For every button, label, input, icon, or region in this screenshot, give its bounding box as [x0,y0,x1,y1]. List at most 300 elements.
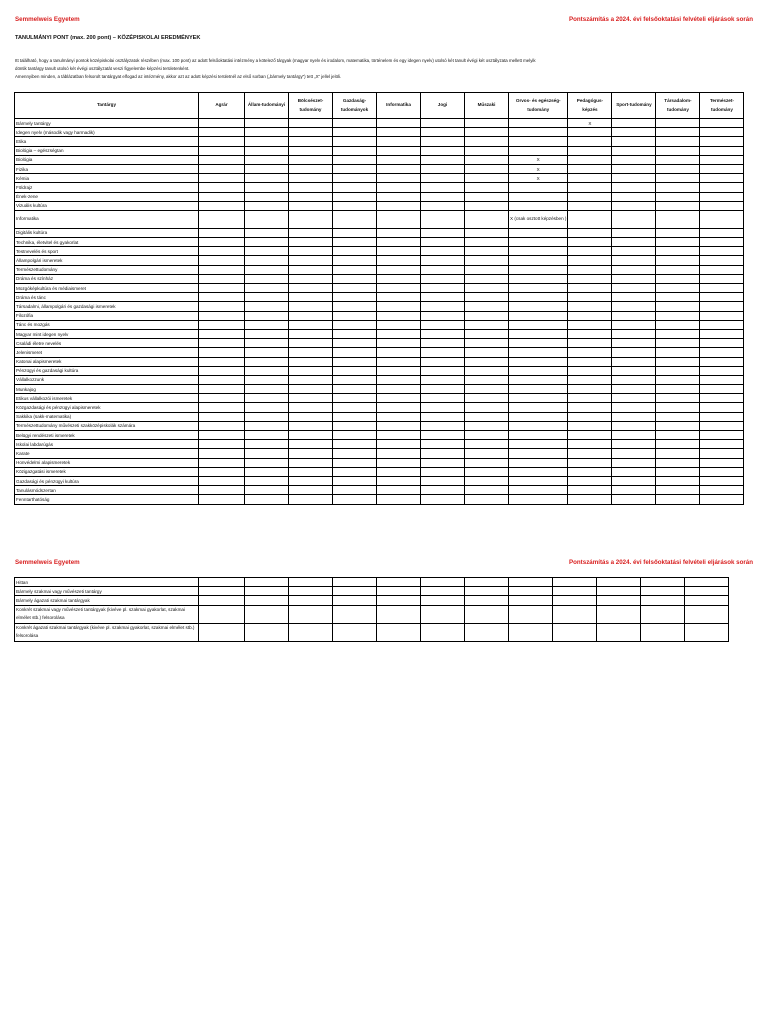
acceptance-mark [612,467,656,476]
acceptance-mark [421,587,465,596]
acceptance-mark: X [509,164,568,173]
acceptance-mark [289,412,333,421]
acceptance-mark [289,449,333,458]
acceptance-mark [245,495,289,504]
acceptance-mark [421,302,465,311]
acceptance-mark [377,412,421,421]
acceptance-mark [656,228,700,237]
acceptance-mark [333,274,377,283]
acceptance-mark [465,293,509,302]
column-header-field: Természet-tudomány [700,93,744,119]
acceptance-mark [289,293,333,302]
acceptance-mark [656,183,700,192]
acceptance-mark [568,238,612,247]
acceptance-mark [568,329,612,338]
acceptance-mark [377,183,421,192]
acceptance-mark [245,265,289,274]
acceptance-mark [597,596,641,605]
acceptance-mark [421,284,465,293]
acceptance-mark [377,228,421,237]
acceptance-mark [465,256,509,265]
acceptance-mark [289,274,333,283]
acceptance-mark [465,403,509,412]
acceptance-mark [377,431,421,440]
table-row [15,623,729,641]
acceptance-mark [509,440,568,449]
subject-name: Vizuális kultúra [15,201,199,210]
acceptance-mark [700,375,744,384]
acceptance-mark [421,320,465,329]
column-header-field: Társadalom-tudomány [656,93,700,119]
acceptance-mark [289,421,333,430]
acceptance-mark [685,623,729,641]
acceptance-mark [289,339,333,348]
acceptance-mark [421,201,465,210]
acceptance-mark [465,366,509,375]
acceptance-mark [377,357,421,366]
acceptance-mark [377,302,421,311]
acceptance-mark [289,119,333,128]
acceptance-mark [568,274,612,283]
acceptance-mark [199,284,245,293]
table-row [15,137,744,146]
acceptance-mark [245,440,289,449]
acceptance-mark [199,605,245,623]
acceptance-mark [612,183,656,192]
acceptance-mark [377,385,421,394]
acceptance-mark [612,357,656,366]
acceptance-mark [553,578,597,587]
acceptance-mark [421,293,465,302]
acceptance-mark [377,320,421,329]
acceptance-mark [333,486,377,495]
acceptance-mark [465,458,509,467]
acceptance-mark [333,265,377,274]
acceptance-mark [612,394,656,403]
acceptance-mark [421,311,465,320]
acceptance-mark [465,596,509,605]
acceptance-mark [199,495,245,504]
acceptance-mark [333,587,377,596]
acceptance-mark [656,247,700,256]
acceptance-mark [465,284,509,293]
acceptance-mark [568,302,612,311]
acceptance-mark [700,348,744,357]
acceptance-mark [421,605,465,623]
acceptance-mark [377,274,421,283]
table-row [15,348,744,357]
acceptance-mark [612,311,656,320]
acceptance-mark [509,284,568,293]
acceptance-mark [245,329,289,338]
acceptance-mark [553,596,597,605]
acceptance-mark [568,348,612,357]
acceptance-mark [465,385,509,394]
acceptance-mark [245,119,289,128]
acceptance-mark [509,320,568,329]
acceptance-mark [421,238,465,247]
acceptance-mark [421,495,465,504]
acceptance-mark [245,238,289,247]
acceptance-mark [568,394,612,403]
acceptance-mark [597,578,641,587]
acceptance-mark [333,329,377,338]
acceptance-mark [612,274,656,283]
acceptance-mark [641,578,685,587]
acceptance-mark [509,183,568,192]
acceptance-mark [421,623,465,641]
acceptance-mark [377,164,421,173]
table-row [15,284,744,293]
acceptance-mark [377,467,421,476]
acceptance-mark [199,578,245,587]
acceptance-mark [245,421,289,430]
document-title: Pontszámítás a 2024. évi felsőoktatási felvételi eljárások során [569,16,753,23]
acceptance-mark [568,265,612,274]
acceptance-mark [289,183,333,192]
subject-name: Földrajz [15,183,199,192]
subject-name: Biológia [15,155,199,164]
acceptance-mark [465,119,509,128]
acceptance-mark [421,247,465,256]
acceptance-mark [465,348,509,357]
acceptance-mark [685,605,729,623]
acceptance-mark [509,128,568,137]
acceptance-mark [700,210,744,228]
acceptance-mark [700,274,744,283]
acceptance-mark [656,449,700,458]
acceptance-mark [612,421,656,430]
table-row [15,183,744,192]
acceptance-mark [377,210,421,228]
acceptance-mark [421,578,465,587]
acceptance-mark [612,201,656,210]
acceptance-mark [568,431,612,440]
acceptance-mark [421,440,465,449]
acceptance-mark [289,578,333,587]
acceptance-mark [333,449,377,458]
acceptance-mark [700,467,744,476]
acceptance-mark [568,449,612,458]
acceptance-mark [568,228,612,237]
acceptance-mark [700,339,744,348]
acceptance-mark [656,302,700,311]
table-row [15,256,744,265]
acceptance-mark [465,265,509,274]
acceptance-mark [568,357,612,366]
acceptance-mark [509,605,553,623]
acceptance-mark [553,623,597,641]
table-row [15,431,744,440]
subject-name: Testnevelés és sport [15,247,199,256]
acceptance-mark [245,174,289,183]
subject-name: Közigazgatási ismeretek [15,467,199,476]
acceptance-mark [700,357,744,366]
acceptance-mark [465,228,509,237]
acceptance-mark [700,431,744,440]
acceptance-mark [509,228,568,237]
acceptance-mark [333,320,377,329]
acceptance-mark [568,192,612,201]
table-row [15,421,744,430]
acceptance-mark [199,146,245,155]
subject-name: Katonai alapismeretek [15,357,199,366]
acceptance-mark [289,329,333,338]
acceptance-mark [421,348,465,357]
acceptance-mark [421,164,465,173]
table-row [15,403,744,412]
table-row [15,449,744,458]
subject-name: Karate [15,449,199,458]
subject-name: Sakkika (sakk-matematika) [15,412,199,421]
acceptance-mark [289,155,333,164]
acceptance-mark [333,164,377,173]
acceptance-mark [656,476,700,485]
acceptance-mark [377,311,421,320]
table-row [15,329,744,338]
acceptance-mark [700,265,744,274]
table-row [15,486,744,495]
acceptance-mark [465,137,509,146]
acceptance-mark [245,357,289,366]
acceptance-mark [421,403,465,412]
acceptance-mark [421,155,465,164]
acceptance-mark [656,146,700,155]
acceptance-mark [199,174,245,183]
column-header-field: Bölcsészet-tudomány [289,93,333,119]
acceptance-mark [568,311,612,320]
acceptance-mark [245,228,289,237]
acceptance-mark [612,329,656,338]
acceptance-mark [245,623,289,641]
acceptance-mark [245,339,289,348]
acceptance-mark [465,587,509,596]
acceptance-mark [700,302,744,311]
acceptance-mark [612,155,656,164]
acceptance-mark [333,357,377,366]
acceptance-mark [377,265,421,274]
acceptance-mark [289,164,333,173]
acceptance-mark [700,412,744,421]
acceptance-mark [612,265,656,274]
acceptance-mark [377,201,421,210]
acceptance-mark [421,228,465,237]
acceptance-mark [568,293,612,302]
acceptance-mark [700,128,744,137]
acceptance-mark [568,128,612,137]
acceptance-mark [465,449,509,458]
acceptance-mark [245,210,289,228]
acceptance-mark [509,467,568,476]
acceptance-mark [612,293,656,302]
table-row [15,476,744,485]
acceptance-mark [289,302,333,311]
acceptance-mark: X [509,155,568,164]
acceptance-mark [245,385,289,394]
acceptance-mark [199,366,245,375]
acceptance-mark [509,495,568,504]
acceptance-mark [199,449,245,458]
acceptance-mark [289,476,333,485]
acceptance-mark [245,183,289,192]
acceptance-mark [245,486,289,495]
acceptance-mark [333,605,377,623]
acceptance-mark [509,578,553,587]
acceptance-mark [289,587,333,596]
acceptance-mark [700,137,744,146]
column-header-field: Informatika [377,93,421,119]
acceptance-mark [700,256,744,265]
acceptance-mark [421,596,465,605]
subject-name: Digitális kultúra [15,228,199,237]
acceptance-mark [612,164,656,173]
acceptance-mark [377,128,421,137]
acceptance-mark [377,605,421,623]
acceptance-mark [421,431,465,440]
column-header-field: Agrár [199,93,245,119]
acceptance-mark [245,201,289,210]
acceptance-mark [333,174,377,183]
acceptance-mark [700,201,744,210]
acceptance-mark [612,431,656,440]
acceptance-mark [656,238,700,247]
acceptance-mark [465,486,509,495]
acceptance-mark [289,146,333,155]
acceptance-mark [656,431,700,440]
acceptance-mark [333,385,377,394]
acceptance-mark [700,293,744,302]
acceptance-mark [199,228,245,237]
acceptance-mark [656,366,700,375]
acceptance-mark [612,146,656,155]
subject-name: Tánc és mozgás [15,320,199,329]
acceptance-mark [289,596,333,605]
acceptance-mark [568,421,612,430]
acceptance-mark [700,366,744,375]
acceptance-mark [641,587,685,596]
acceptance-mark [465,247,509,256]
acceptance-mark [199,137,245,146]
acceptance-mark [199,201,245,210]
acceptance-mark [656,210,700,228]
acceptance-mark [509,247,568,256]
acceptance-mark [245,458,289,467]
acceptance-mark [568,183,612,192]
acceptance-mark [333,421,377,430]
acceptance-mark [199,596,245,605]
acceptance-mark [568,440,612,449]
acceptance-mark [289,357,333,366]
acceptance-mark [700,394,744,403]
acceptance-mark [333,495,377,504]
acceptance-mark: X (csak osztott képzésben ) [509,210,568,228]
acceptance-mark [509,596,553,605]
acceptance-mark [612,375,656,384]
acceptance-mark [377,578,421,587]
table-row [15,293,744,302]
table-row [15,458,744,467]
acceptance-mark [421,265,465,274]
acceptance-mark [568,256,612,265]
acceptance-mark [245,467,289,476]
acceptance-mark [289,467,333,476]
acceptance-mark [421,458,465,467]
acceptance-mark [465,339,509,348]
acceptance-mark [289,440,333,449]
acceptance-mark [199,247,245,256]
acceptance-mark [656,375,700,384]
acceptance-mark [421,476,465,485]
acceptance-mark [199,238,245,247]
subject-name: Biológia – egészségtan [15,146,199,155]
acceptance-mark [377,440,421,449]
table-row [15,339,744,348]
acceptance-mark [199,339,245,348]
acceptance-mark [421,412,465,421]
table-row [15,146,744,155]
acceptance-mark [656,293,700,302]
acceptance-mark [685,578,729,587]
acceptance-mark [289,486,333,495]
acceptance-mark [465,201,509,210]
subject-name: Gazdasági és pénzügyi kultúra [15,476,199,485]
acceptance-mark [568,137,612,146]
acceptance-mark [199,192,245,201]
acceptance-mark [289,403,333,412]
acceptance-mark [245,137,289,146]
acceptance-mark [333,137,377,146]
acceptance-mark [656,311,700,320]
acceptance-mark [245,449,289,458]
table-row [15,247,744,256]
acceptance-mark [509,293,568,302]
acceptance-mark [289,320,333,329]
acceptance-mark [377,329,421,338]
table-row [15,440,744,449]
acceptance-mark [509,449,568,458]
acceptance-mark [612,256,656,265]
acceptance-mark [612,366,656,375]
acceptance-mark [377,339,421,348]
table-row [15,394,744,403]
acceptance-mark [199,394,245,403]
acceptance-mark [641,605,685,623]
acceptance-mark [377,421,421,430]
acceptance-mark [289,605,333,623]
acceptance-mark [465,495,509,504]
acceptance-mark [245,320,289,329]
acceptance-mark [509,238,568,247]
acceptance-mark [685,587,729,596]
acceptance-mark [377,293,421,302]
acceptance-mark [509,623,553,641]
table-row [15,366,744,375]
acceptance-mark [333,228,377,237]
subjects-table [14,92,744,505]
acceptance-mark: X [568,119,612,128]
acceptance-mark [421,137,465,146]
acceptance-mark [199,375,245,384]
acceptance-mark [509,311,568,320]
acceptance-mark [465,623,509,641]
acceptance-mark [421,119,465,128]
acceptance-mark [700,495,744,504]
acceptance-mark [199,302,245,311]
acceptance-mark [421,256,465,265]
acceptance-mark [421,174,465,183]
acceptance-mark [333,467,377,476]
acceptance-mark [656,155,700,164]
